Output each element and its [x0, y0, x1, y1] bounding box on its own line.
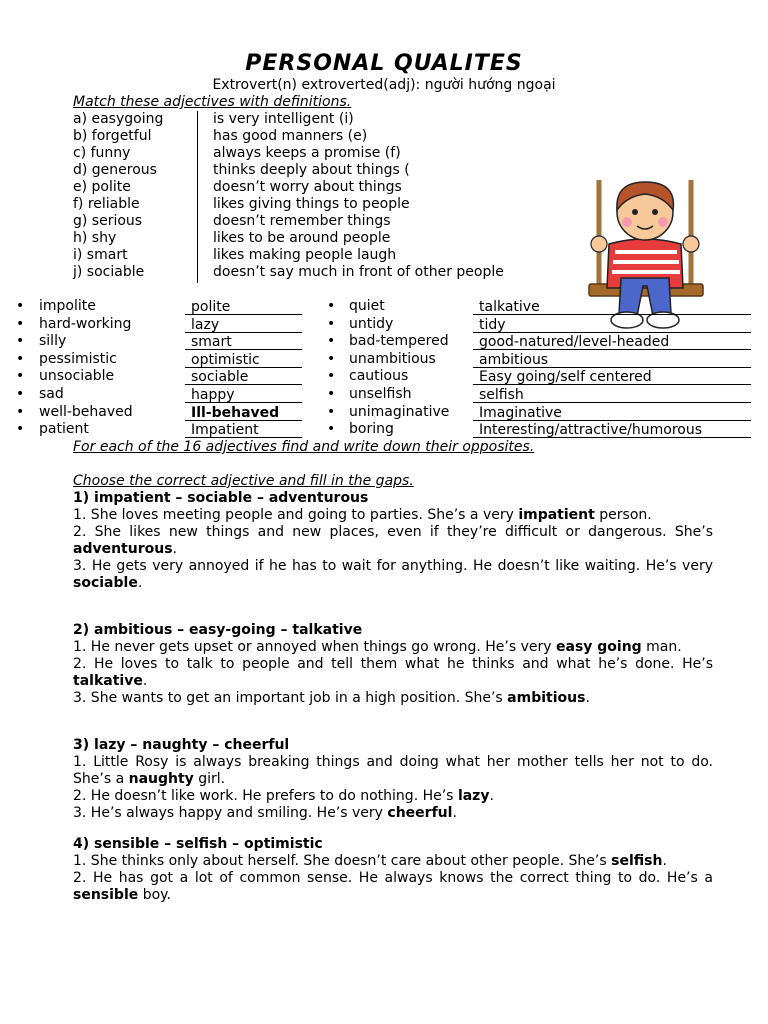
opposite-answer-field[interactable]: Interesting/attractive/humorous [473, 422, 751, 438]
bullet-point: • [327, 315, 336, 332]
section-heading: 2) ambitious – easy-going – talkative [73, 622, 363, 638]
opposite-word: sad [39, 386, 64, 402]
filled-answer[interactable]: easy going [556, 639, 642, 655]
exercise-sentence: 3. He gets very annoyed if he has to wait for anything. He doesn’t like waiting. He’s very sociable. [73, 558, 713, 591]
filled-answer[interactable]: lazy [457, 788, 490, 804]
match-definition: is very intelligent (i) [213, 111, 354, 127]
section-heading: 4) sensible – selfish – optimistic [73, 836, 323, 852]
exercise-sentence: 1. She loves meeting people and going to parties. She’s a very impatient person. [73, 507, 652, 523]
opposite-word: quiet [349, 298, 385, 314]
opposite-word: boring [349, 421, 394, 438]
exercise-sentence: 2. He doesn’t like work. He prefers to do nothing. He’s lazy. [73, 788, 494, 804]
match-adjective: a) easygoing [73, 111, 164, 127]
section-heading: 1) impatient – sociable – adventurous [73, 490, 369, 506]
exercise-sentence: 2. He loves to talk to people and tell them what he thinks and what he’s done. He’s talkative. [73, 656, 713, 689]
opposite-word: hard-working [39, 315, 132, 332]
match-definition: likes giving things to people [213, 196, 410, 212]
opposite-answer-field[interactable]: happy [185, 387, 302, 403]
opposite-answer-field[interactable]: lazy [185, 317, 302, 333]
match-definition: likes to be around people [213, 230, 391, 246]
opposite-answer-field[interactable]: Imaginative [473, 405, 751, 421]
exercise-sentence: 2. He has got a lot of common sense. He always knows the correct thing to do. He’s a sensible boy. [73, 870, 713, 903]
opposite-answer-field[interactable]: good-natured/level-headed [473, 334, 751, 350]
match-adjective: h) shy [73, 230, 117, 246]
filled-answer[interactable]: impatient [518, 507, 595, 523]
match-adjective: b) forgetful [73, 128, 152, 144]
opposite-word: unselfish [349, 386, 412, 402]
match-adjective: f) reliable [73, 196, 140, 212]
opposite-word: unambitious [349, 350, 436, 367]
opposite-answer-field[interactable]: selfish [473, 387, 751, 403]
filled-answer[interactable]: naughty [128, 771, 194, 787]
match-definition: always keeps a promise (f) [213, 145, 401, 161]
opposite-answer-field[interactable]: sociable [185, 369, 302, 385]
bullet-point: • [16, 421, 25, 438]
match-adjective: d) generous [73, 162, 157, 178]
filled-answer[interactable]: adventurous [73, 541, 173, 557]
filled-answer[interactable]: ambitious [507, 690, 586, 706]
exercise-sentence: 3. He’s always happy and smiling. He’s very cheerful. [73, 805, 457, 821]
bullet-point: • [327, 368, 336, 385]
page-subtitle: Extrovert(n) extroverted(adj): người hướng ngoại [212, 77, 556, 93]
exercise-sentence: 1. Little Rosy is always breaking things and doing what her mother tells her not to do. She’s a naughty girl. [73, 754, 713, 787]
opposites-instruction: For each of the 16 adjectives find and write down their opposites. [73, 439, 535, 455]
exercise-sentence: 1. He never gets upset or annoyed when things go wrong. He’s very easy going man. [73, 639, 682, 655]
opposite-word: well-behaved [39, 403, 133, 420]
opposite-answer-field[interactable]: tidy [473, 317, 751, 333]
opposite-word: patient [39, 421, 89, 438]
match-definition: thinks deeply about things ( [213, 162, 410, 178]
opposite-answer-field[interactable]: Easy going/self centered [473, 369, 751, 385]
match-divider [197, 111, 198, 283]
opposite-word: silly [39, 333, 67, 350]
bullet-point: • [16, 386, 25, 402]
match-adjective: e) polite [73, 179, 131, 195]
bullet-point: • [16, 403, 25, 420]
opposite-answer-field[interactable]: smart [185, 334, 302, 350]
opposite-word: impolite [39, 298, 96, 314]
bullet-point: • [327, 421, 336, 438]
match-definition: doesn’t worry about things [213, 179, 402, 195]
match-adjective: j) sociable [73, 264, 145, 280]
fill-instruction: Choose the correct adjective and fill in the gaps. [73, 473, 414, 489]
exercise-sentence: 3. She wants to get an important job in a high position. She’s ambitious. [73, 690, 590, 706]
bullet-point: • [327, 333, 336, 350]
bullet-point: • [327, 350, 336, 367]
bullet-point: • [16, 350, 25, 367]
opposite-answer-field[interactable]: Ill-behaved [185, 405, 302, 421]
bullet-point: • [16, 315, 25, 332]
match-definition: has good manners (e) [213, 128, 368, 144]
opposite-answer-field[interactable]: polite [185, 299, 302, 315]
page-title: PERSONAL QUALITES [245, 51, 523, 76]
bullet-point: • [16, 368, 25, 385]
opposite-word: unimaginative [349, 403, 450, 420]
bullet-point: • [327, 403, 336, 420]
opposite-answer-field[interactable]: talkative [473, 299, 751, 315]
opposite-word: pessimistic [39, 350, 117, 367]
filled-answer[interactable]: cheerful [387, 805, 453, 821]
bullet-point: • [16, 298, 25, 314]
match-instruction: Match these adjectives with definitions. [73, 94, 352, 110]
match-adjective: g) serious [73, 213, 143, 229]
filled-answer[interactable]: sociable [73, 575, 138, 591]
opposite-answer-field[interactable]: ambitious [473, 352, 751, 368]
opposite-word: bad-tempered [349, 333, 449, 350]
opposite-answer-field[interactable]: Impatient [185, 422, 302, 438]
filled-answer[interactable]: talkative [73, 673, 143, 689]
bullet-point: • [16, 333, 25, 350]
match-adjective: i) smart [73, 247, 128, 263]
filled-answer[interactable]: sensible [73, 887, 139, 903]
bullet-point: • [327, 386, 336, 402]
match-adjective: c) funny [73, 145, 131, 161]
opposite-word: untidy [349, 315, 394, 332]
match-definition: doesn’t remember things [213, 213, 391, 229]
match-definition: likes making people laugh [213, 247, 397, 263]
opposite-word: unsociable [39, 368, 115, 385]
section-heading: 3) lazy – naughty – cheerful [73, 737, 290, 753]
opposite-word: cautious [349, 368, 409, 385]
match-definition: doesn’t say much in front of other people [213, 264, 504, 280]
exercise-sentence: 1. She thinks only about herself. She doesn’t care about other people. She’s selfish. [73, 853, 667, 869]
opposite-answer-field[interactable]: optimistic [185, 352, 302, 368]
filled-answer[interactable]: selfish [611, 853, 663, 869]
bullet-point: • [327, 298, 336, 314]
exercise-sentence: 2. She likes new things and new places, even if they’re difficult or dangerous. She’s adventurous. [73, 524, 713, 557]
